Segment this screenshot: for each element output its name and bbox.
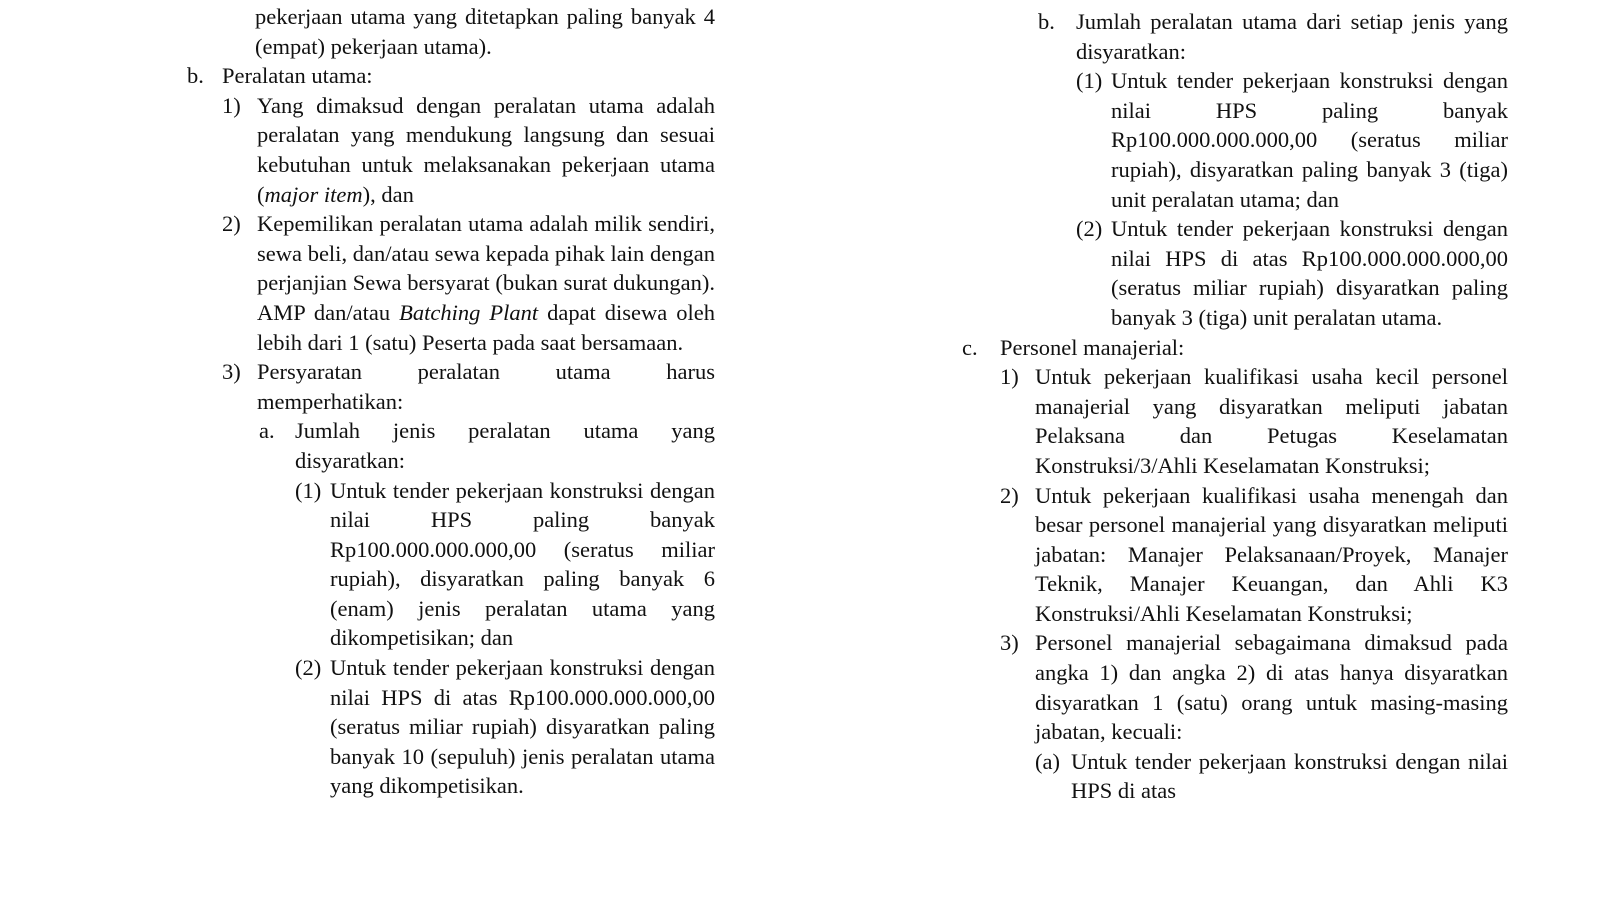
list-item-1-definisi [222,91,715,209]
list-item-a-jumlah-jenis [259,416,715,475]
list-item-c2-usaha-menengah [1000,481,1508,629]
list-marker: 1) [1000,364,1019,390]
list-marker: (2) [1076,216,1103,242]
list-item-c3-personel-satu [1000,628,1508,746]
list-marker: b. [1038,9,1055,34]
list-item-b1-hps-max [1076,66,1508,214]
list-marker: 1) [222,92,241,118]
list-item-text: Kepemilikan peralatan utama adalah milik sendiri, sewa beli, dan/atau sewa kepada pihak lain dengan perjanjian Sewa bersyarat (bukan surat dukungan). AMP dan/atau Batching Plant dapat disewa oleh lebih dari 1 (satu) Peserta pada saat bersamaan. [257,211,715,355]
continuation-text [187,2,715,61]
list-marker: 3) [222,359,241,385]
list-item-b-jumlah-unit [1038,7,1508,66]
list-item-text: Peralatan utama: [222,63,373,89]
list-marker: c. [962,334,978,360]
italic-term: Batching Plant [399,299,539,325]
list-item-text: Personel manajerial: [1000,334,1185,360]
list-item-text: Jumlah jenis peralatan utama yang disyaratkan: [295,418,715,473]
list-item-2-kepemilikan [222,209,715,357]
list-item-3-persyaratan [222,357,715,416]
list-item-text: Persyaratan peralatan utama harus memperhatikan: [257,359,715,414]
list-item-a1-hps-max [295,476,715,654]
list-item-text: Untuk pekerjaan kualifikasi usaha kecil personel manajerial yang disyaratkan meliputi jabatan Pelaksana dan Petugas Keselamatan Konstruksi/3/Ahli Keselamatan Konstruksi; [1035,364,1508,478]
list-marker: b. [187,63,204,89]
list-item-text: Untuk tender pekerjaan konstruksi dengan nilai HPS paling banyak Rp100.000.000.000,00 (seratus miliar rupiah), disyaratkan paling banyak 6 (enam) jenis peralatan utama yang dikompetisikan; dan [330,477,715,651]
list-item-text: Untuk pekerjaan kualifikasi usaha menengah dan besar personel manajerial yang disyaratkan meliputi jabatan: Manajer Pelaksanaan/Proyek, Manajer Teknik, Manajer Keuangan, dan Ahli K3 Konstruksi/Ahli Keselamatan Konstruksi; [1035,482,1508,626]
italic-term: major item [264,181,363,207]
list-item-text: Yang dimaksud dengan peralatan utama adalah peralatan yang mendukung langsung dan sesuai kebutuhan untuk melaksanakan pekerjaan utama (major item), dan [257,92,715,207]
list-item-c3a-pengecualian [1035,747,1508,806]
list-marker: (2) [295,655,322,681]
list-item-text: Untuk tender pekerjaan konstruksi dengan nilai HPS di atas Rp100.000.000.000,00 (seratus miliar rupiah) disyaratkan paling banyak 3 (tiga) unit peralatan utama. [1111,216,1508,330]
list-marker: (1) [1076,68,1103,94]
list-item-text: Untuk tender pekerjaan konstruksi dengan nilai HPS paling banyak Rp100.000.000.000,00 (seratus miliar rupiah), disyaratkan paling banyak 3 (tiga) unit peralatan utama; dan [1111,68,1508,212]
list-marker: a. [259,418,275,444]
list-item-text: Personel manajerial sebagaimana dimaksud pada angka 1) dan angka 2) di atas hanya disyaratkan disyaratkan 1 (satu) orang untuk masing-masing jabatan, kecuali: [1035,630,1508,745]
continuation-text-body: pekerjaan utama yang ditetapkan paling banyak 4 (empat) pekerjaan utama). [255,4,715,59]
list-marker: 2) [222,211,241,237]
list-marker: (a) [1035,748,1060,774]
list-item-a2-hps-above [295,653,715,801]
list-item-text: Untuk tender pekerjaan konstruksi dengan nilai HPS di atas [1071,748,1508,804]
list-item-b-peralatan-utama [187,61,715,91]
list-marker: 3) [1000,630,1019,656]
list-marker: 2) [1000,482,1019,508]
list-item-c1-usaha-kecil [1000,362,1508,480]
list-item-b2-hps-above [1076,214,1508,332]
left-column [187,0,715,801]
right-column [962,0,1508,806]
list-item-text: Jumlah peralatan utama dari setiap jenis yang disyaratkan: [1076,9,1508,64]
list-item-text: Untuk tender pekerjaan konstruksi dengan nilai HPS di atas Rp100.000.000.000,00 (seratus miliar rupiah) disyaratkan paling banyak 10 (sepuluh) jenis peralatan utama yang dikompetisikan. [330,655,715,799]
list-item-c-personel [962,333,1508,363]
list-marker: (1) [295,477,322,503]
